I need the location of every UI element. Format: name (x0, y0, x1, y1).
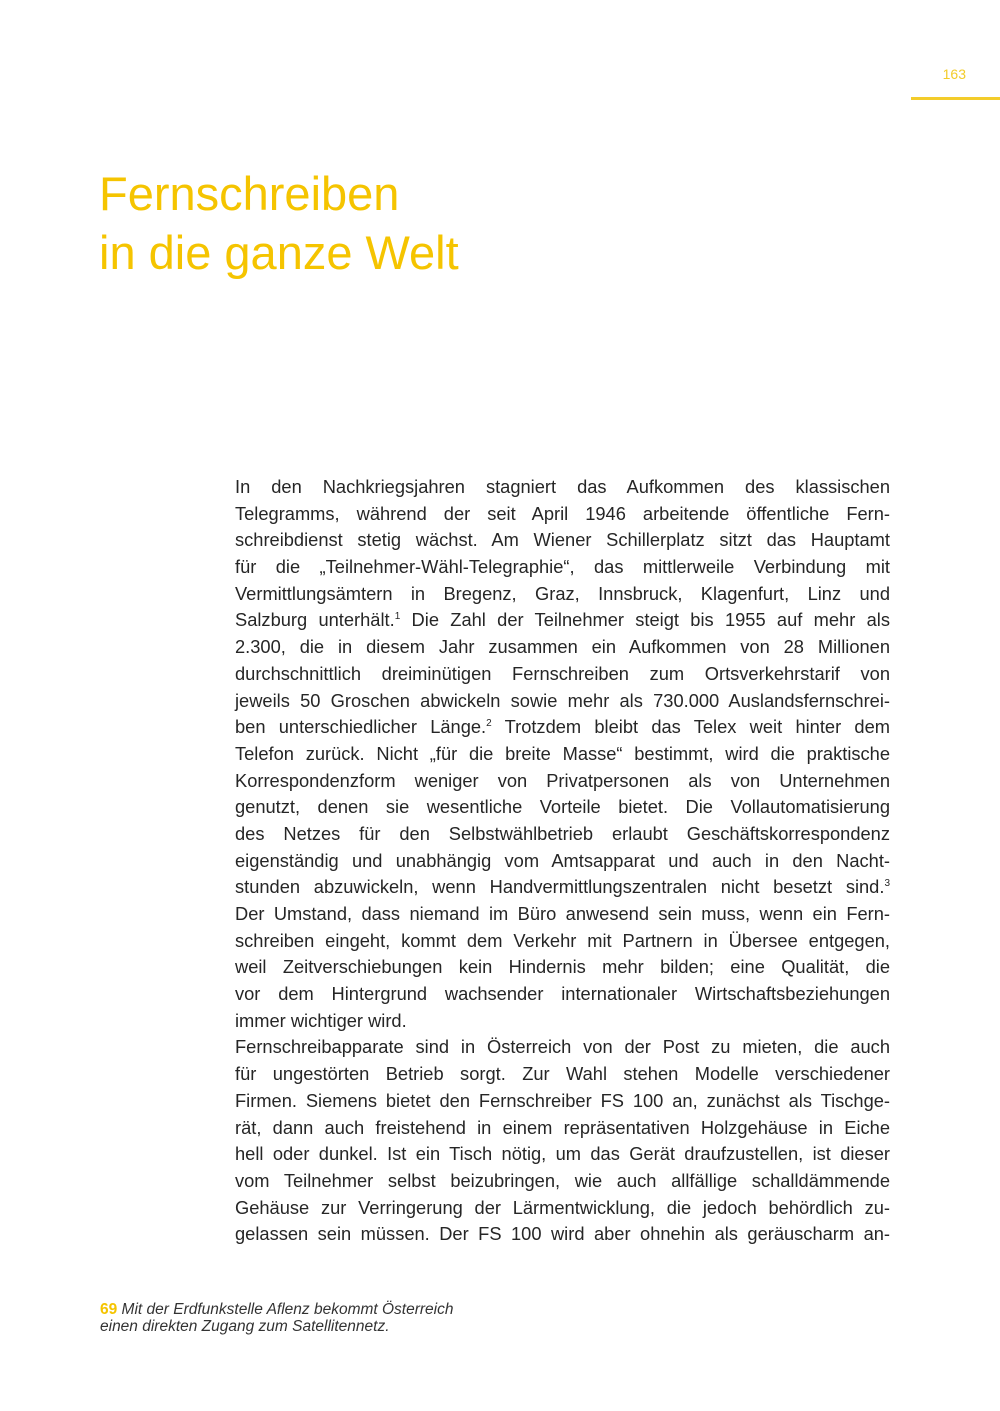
caption-text: einen direkten Zugang zum Satellitennetz. (100, 1318, 390, 1335)
title-line: in die ganze Welt (99, 226, 459, 279)
title-line: Fernschreiben (99, 167, 400, 220)
body-text (235, 474, 890, 1248)
text-segment: Salzburg unterhält. (235, 609, 395, 631)
text-line: des Netzes für den Selbstwählbetrieb erlaubt Geschäftskorrespondenz (235, 822, 890, 844)
caption-text: Mit der Erdfunkstelle Aflenz bekommt Österreich (117, 1301, 454, 1318)
text-line: durchschnittlich dreiminütigen Fernschreiben zum Ortsverkehrstarif von (235, 662, 890, 684)
footnote-marker: 1 (394, 611, 401, 623)
text-line: Telegramms, während der seit April 1946 arbeitende öffentliche Fern- (235, 502, 890, 524)
page-number: 163 (942, 66, 966, 82)
text-line: Telefon zurück. Nicht „für die breite Masse“ bestimmt, wird die praktische (235, 742, 890, 764)
page-title (99, 164, 459, 282)
text-line (235, 714, 890, 741)
figure-caption (100, 1301, 454, 1335)
text-line: für ungestörten Betrieb sorgt. Zur Wahl stehen Modelle verschiedener (235, 1063, 890, 1085)
text-line: rät, dann auch freistehend in einem repräsentativen Holzgehäuse in Eiche (235, 1116, 890, 1138)
text-segment: Trotzdem bleibt das Telex weit hinter dem (491, 716, 890, 738)
text-line: jeweils 50 Groschen abwickeln sowie mehr als 730.000 Auslandsfernschrei- (235, 689, 890, 711)
text-line: genutzt, denen sie wesentliche Vorteile bietet. Die Vollautomatisierung (235, 796, 890, 818)
text-line: Fernschreibapparate sind in Österreich von der Post zu mieten, die auch (235, 1036, 890, 1058)
text-line: Vermittlungsämtern in Bregenz, Graz, Innsbruck, Klagenfurt, Linz und (235, 582, 890, 604)
text-line: für die „Teilnehmer-Wähl-Telegraphie“, das mittlerweile Verbindung mit (235, 556, 890, 578)
footnote-marker: 2 (486, 718, 492, 730)
text-segment: stunden abzuwickeln, wenn Handvermittlungszentralen nicht besetzt sind. (235, 876, 885, 898)
text-line: schreiben eingeht, kommt dem Verkehr mit Partnern in Übersee entgegen, (235, 929, 890, 951)
text-line: Gehäuse zur Verringerung der Lärmentwicklung, die jedoch behördlich zu- (235, 1196, 890, 1218)
text-line: gelassen sein müssen. Der FS 100 wird aber ohnehin als geräuscharm an- (235, 1223, 890, 1245)
text-segment: Die Zahl der Teilnehmer steigt bis 1955 auf mehr als (400, 609, 890, 631)
text-line: eigenständig und unabhängig vom Amtsapparat und auch in den Nacht- (235, 849, 890, 871)
text-segment: ben unterschiedlicher Länge. (235, 716, 487, 738)
text-line: Der Umstand, dass niemand im Büro anwesend sein muss, wenn ein Fern- (235, 903, 890, 924)
text-line: immer wichtiger wird. (235, 1009, 407, 1031)
text-line: In den Nachkriegsjahren stagniert das Aufkommen des klassischen (235, 476, 890, 497)
text-line: hell oder dunkel. Ist ein Tisch nötig, um das Gerät draufzustellen, ist dieser (235, 1143, 890, 1165)
page-number-rule (911, 97, 1000, 100)
text-line (235, 607, 890, 634)
figure-number: 69 (100, 1301, 118, 1318)
text-line: Korrespondenzform weniger von Privatpersonen als von Unternehmen (235, 769, 890, 791)
text-line: vor dem Hintergrund wachsender internationaler Wirtschaftsbeziehungen (235, 983, 890, 1005)
text-line: schreibdienst stetig wächst. Am Wiener Schillerplatz sitzt das Hauptamt (235, 529, 890, 551)
footnote-marker: 3 (884, 878, 890, 890)
text-line: vom Teilnehmer selbst beizubringen, wie auch allfällige schalldämmende (235, 1169, 890, 1191)
text-line: weil Zeitverschiebungen kein Hindernis mehr bilden; eine Qualität, die (235, 956, 890, 978)
text-line: 2.300, die in diesem Jahr zusammen ein Aufkommen von 28 Millionen (235, 636, 890, 658)
text-line (235, 874, 890, 901)
text-line: Firmen. Siemens bietet den Fernschreiber FS 100 an, zunächst als Tischge- (235, 1089, 890, 1111)
